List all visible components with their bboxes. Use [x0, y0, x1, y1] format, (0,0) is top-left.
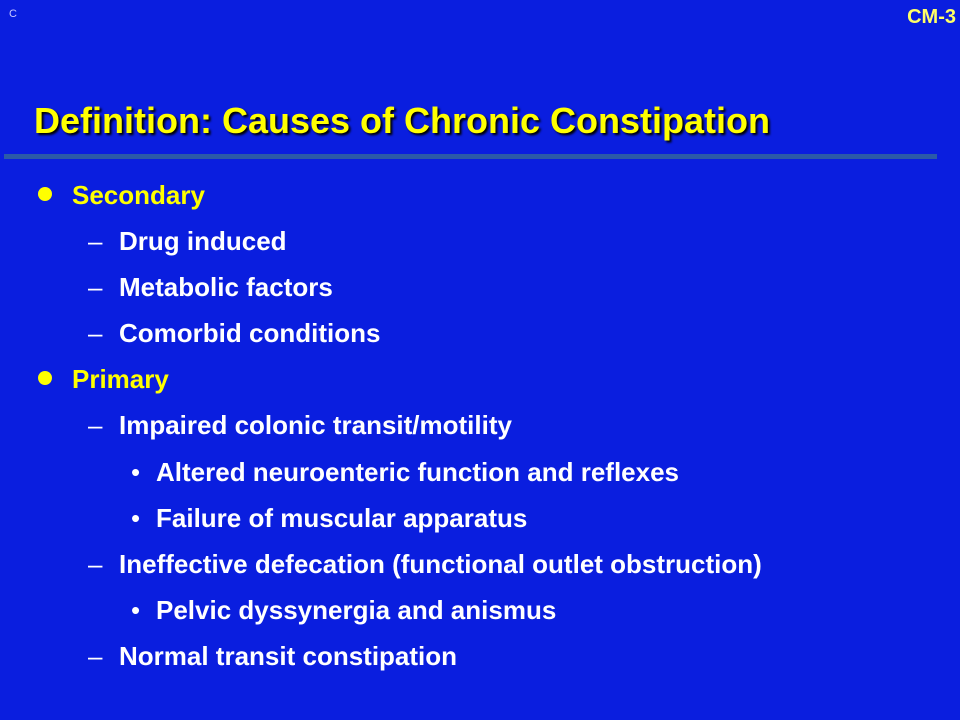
- dash-marker: –: [88, 641, 103, 671]
- list-item-level-1: [72, 180, 205, 210]
- bullet-dot-icon: [38, 187, 52, 201]
- list-item-text: Altered neuroenteric function and reflexes: [156, 457, 680, 487]
- list-item-level-2: [88, 549, 762, 579]
- list-item-text: Failure of muscular apparatus: [156, 503, 528, 533]
- list-item-text: Metabolic factors: [119, 272, 333, 302]
- list-item-text: Primary: [72, 364, 169, 394]
- list-item-level-2: [88, 318, 381, 348]
- bullet-dot-icon: [38, 371, 52, 385]
- corner-label-left: C: [9, 8, 17, 20]
- list-item-text: Pelvic dyssynergia and anismus: [156, 595, 557, 625]
- dash-marker: –: [88, 318, 103, 348]
- dash-marker: –: [88, 226, 103, 256]
- slide-number-label: CM-3: [907, 6, 956, 28]
- bullet-marker: •: [131, 503, 141, 533]
- list-item-text: Secondary: [72, 180, 205, 210]
- list-item-level-3: [131, 595, 557, 625]
- list-item-level-1: [72, 364, 169, 394]
- dash-marker: –: [88, 272, 103, 302]
- list-item-text: Comorbid conditions: [119, 318, 381, 348]
- dash-marker: –: [88, 549, 103, 579]
- list-item-level-2: [88, 641, 458, 671]
- bullet-marker: •: [131, 457, 141, 487]
- list-item-level-3: [131, 457, 680, 487]
- list-item-level-2: [88, 410, 512, 440]
- list-item-text: Normal transit constipation: [119, 641, 458, 671]
- dash-marker: –: [88, 410, 103, 440]
- list-item-text: Ineffective defecation (functional outlet obstruction): [119, 549, 762, 579]
- list-item-level-3: [131, 503, 528, 533]
- list-item-text: Impaired colonic transit/motility: [119, 410, 512, 440]
- list-item-level-2: [88, 272, 333, 302]
- slide-title: Definition: Causes of Chronic Constipation: [34, 100, 770, 141]
- bullet-marker: •: [131, 595, 141, 625]
- list-item-text: Drug induced: [119, 226, 287, 256]
- list-item-level-2: [88, 226, 287, 256]
